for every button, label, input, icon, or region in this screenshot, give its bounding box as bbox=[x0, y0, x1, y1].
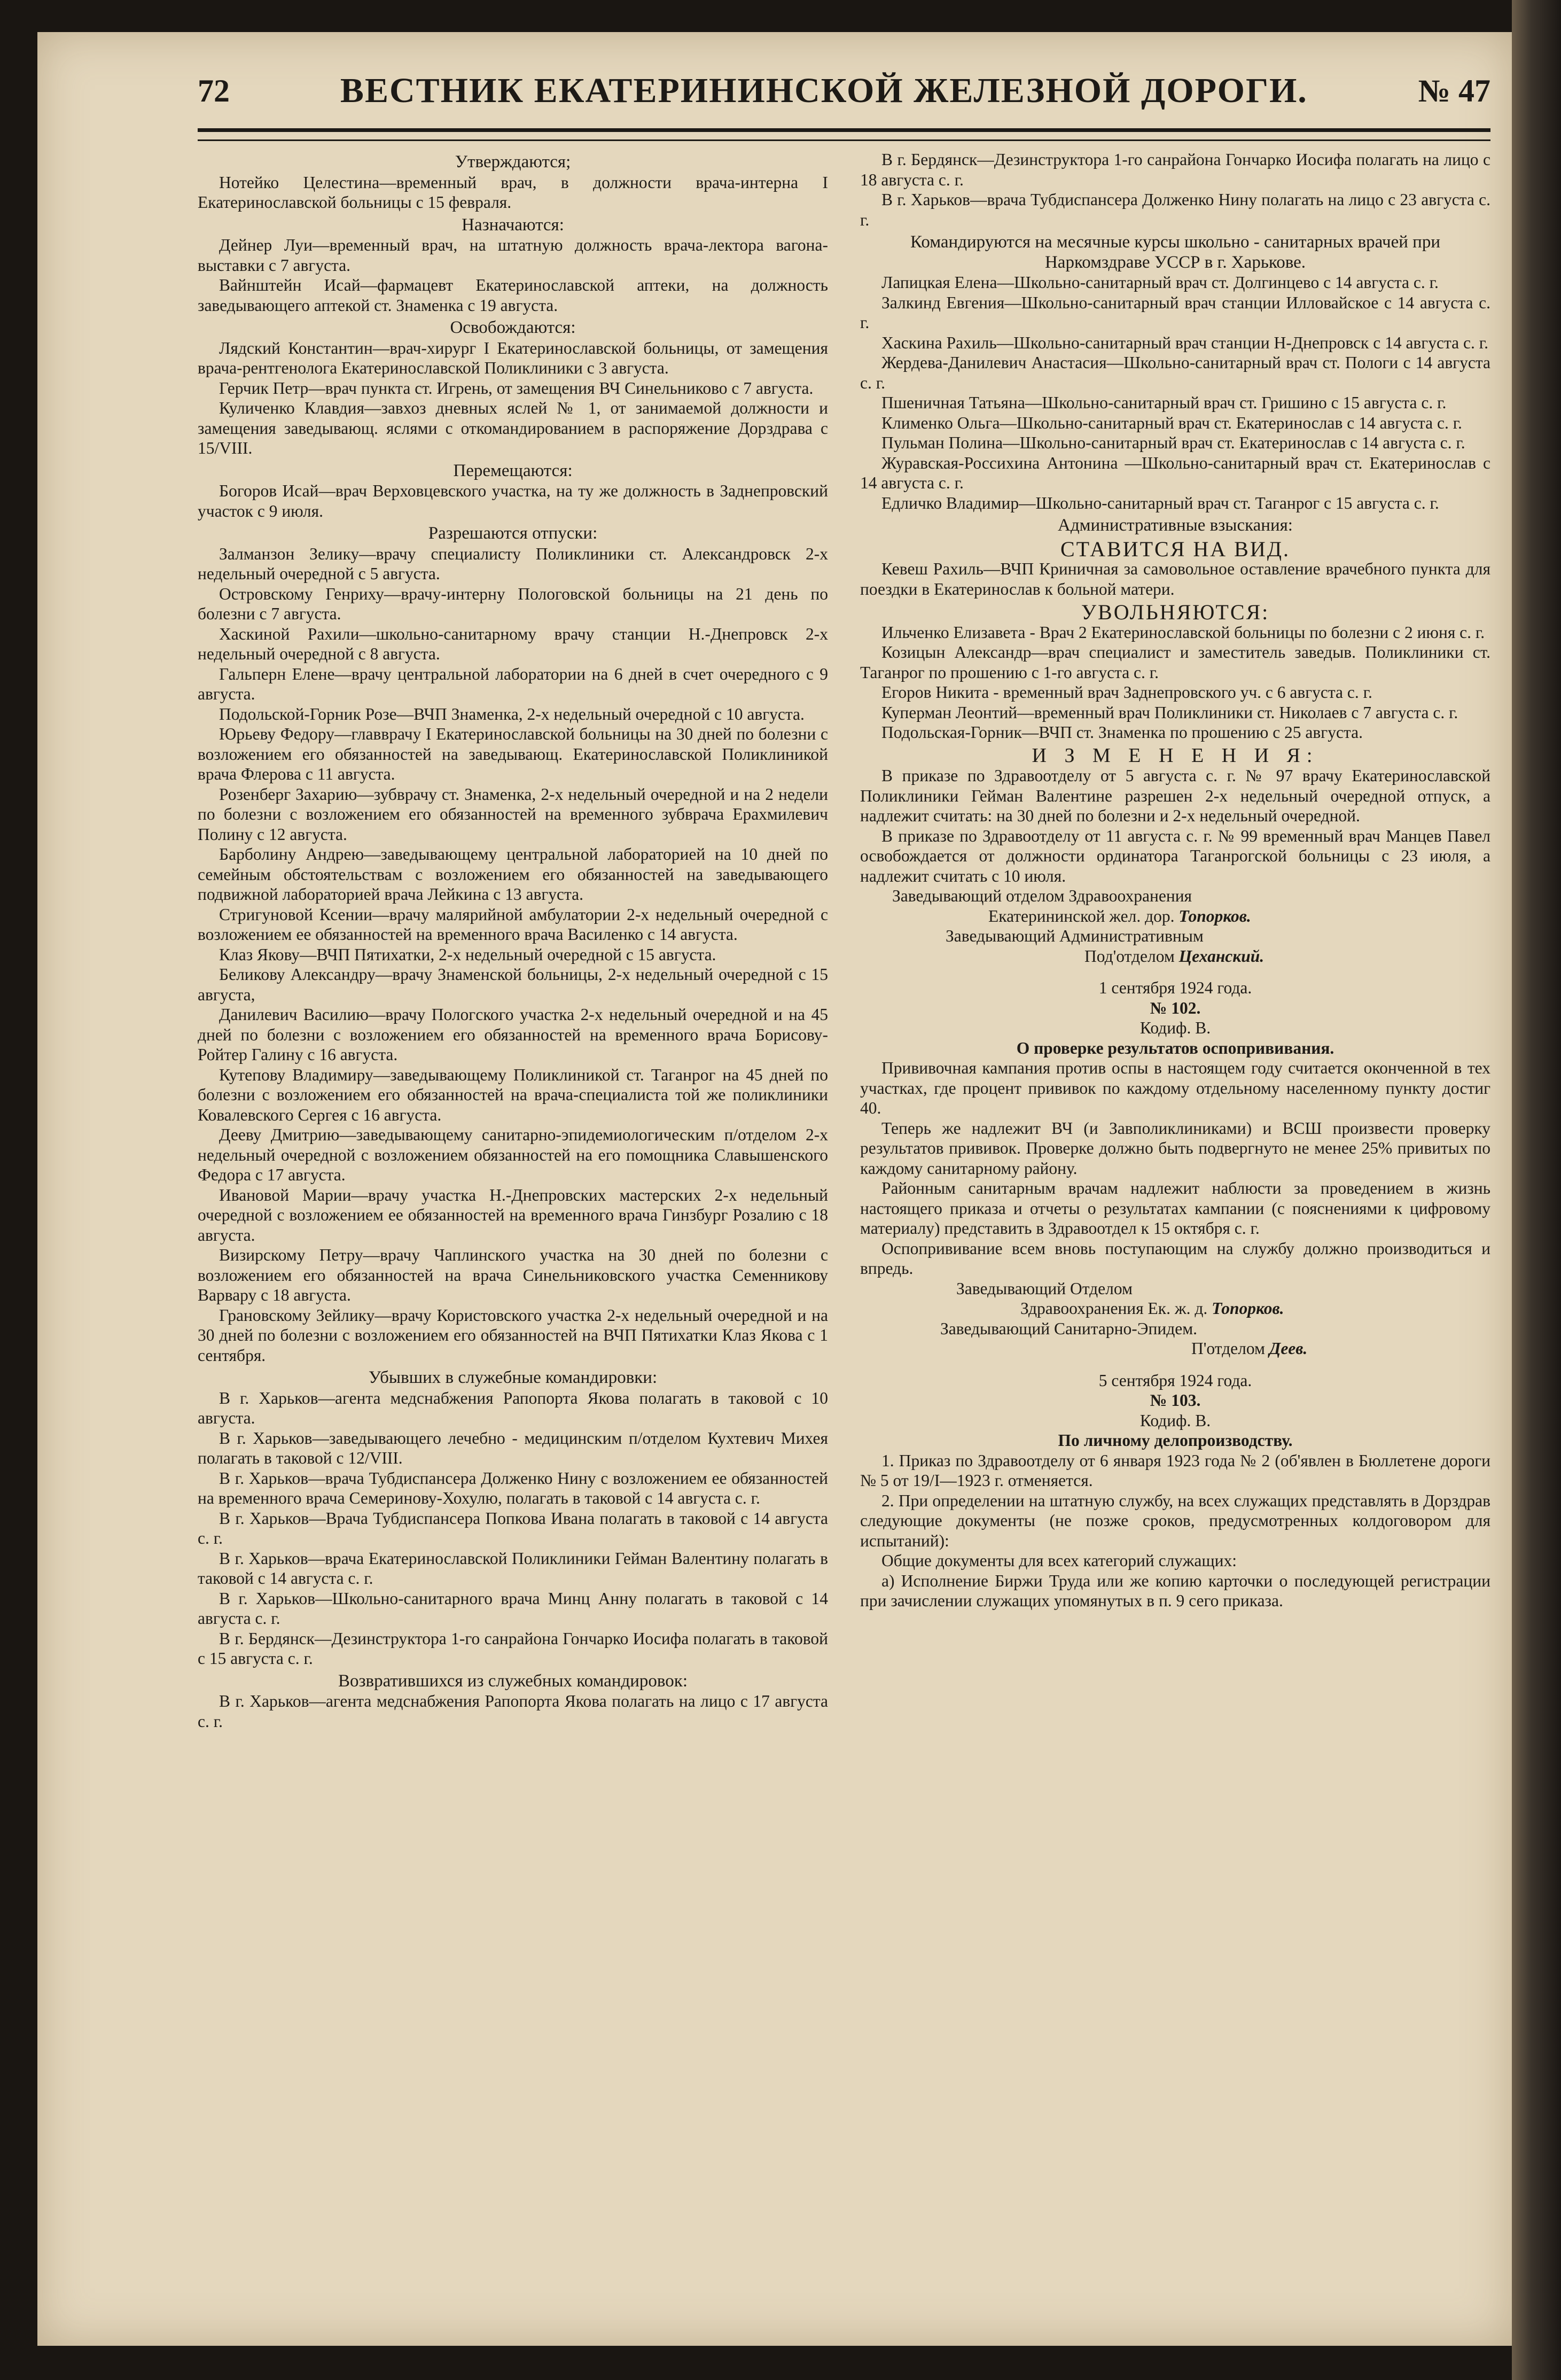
order-paragraph: В г. Харьков—Врача Тубдиспансера Попкова Ивана полагать в таковой с 14 августа с. г. bbox=[198, 1508, 828, 1547]
order-paragraph: Островскому Генриху—врачу-интерну Пологовской больницы на 21 день по болезни с 7 августа. bbox=[198, 584, 828, 623]
section-heading: Освобождаются: bbox=[450, 318, 576, 337]
order-paragraph: Ивановой Марии—врачу участка Н.-Днепровских мастерских 2-х недельный очередной с возложением ее обязанностей на временного врача Гинзбург Розалию с 18 августа. bbox=[198, 1185, 828, 1245]
section-heading: Возвратившихся из служебных командировок: bbox=[338, 1671, 688, 1691]
order-date: 1 сентября 1924 года. bbox=[1098, 978, 1252, 997]
signature-name: Топорков. bbox=[1212, 1299, 1284, 1318]
signature-line: Заведывающий Административным bbox=[946, 927, 1204, 945]
signature-name: Топорков. bbox=[1178, 906, 1251, 925]
order-paragraph: Жердева-Данилевич Анастасия—Школьно-санитарный врач ст. Пологи с 14 августа с. г. bbox=[860, 353, 1490, 392]
order-title: О проверке результатов оспопрививания. bbox=[1016, 1038, 1334, 1057]
order-paragraph: Беликову Александру—врачу Знаменской больницы, 2-х недельный очередной с 15 августа, bbox=[198, 965, 828, 1004]
order-paragraph: Ильченко Елизавета - Врач 2 Екатеринославской больницы по болезни с 2 июня с. г. bbox=[881, 623, 1485, 642]
order-paragraph: Лядский Константин—врач-хирург I Екатеринославской больницы, от замещения врача-рентгенолога Екатеринославской Поликлиники с 3 августа. bbox=[198, 338, 828, 377]
order-paragraph: В г. Харьков—заведывающего лечебно - медицинским п/отделом Кухтевич Михея полагать в таковой с 12/VIII. bbox=[198, 1428, 828, 1467]
signature-line: Екатерининской жел. дор. Топорков. bbox=[988, 906, 1251, 925]
order-paragraph: Розенберг Захарию—зубврачу ст. Знаменка, 2-х недельный очередной и на 2 недели по болезни с возложением его обязанностей на временного зубврача Ерахмилевич Полину с 12 августа. bbox=[198, 784, 828, 844]
order-number: № 103. bbox=[1150, 1391, 1201, 1410]
order-paragraph: Теперь же надлежит ВЧ (и Завполиклиниками) и ВСШ произвести проверку результатов прививок. Проверке должно быть подвергнуто не менее 25% привитых по каждому санитарному району. bbox=[860, 1118, 1490, 1178]
order-paragraph: В приказе по Здравоотделу от 11 августа с. г. № 99 временный врач Манцев Павел освобождается от должности ординатора Таганрогской больницы с 23 июля, а надлежит считать с 10 июля. bbox=[860, 826, 1490, 885]
journal-title: ВЕСТНИК ЕКАТЕРИНИНСКОЙ ЖЕЛЕЗНОЙ ДОРОГИ. bbox=[340, 71, 1308, 110]
section-heading: Перемещаются: bbox=[453, 461, 573, 480]
order-paragraph: 2. При определении на штатную службу, на всех служащих представлять в Дорздрав следующие документы (не позже сроков, предусмотренных колдоговором для испытаний): bbox=[860, 1491, 1490, 1550]
order-paragraph: Грановскому Зейлику—врачу Користовского участка 2-х недельный очередной и на 30 дней по болезни с возложением его обязанностей на ВЧП Пятихатки Клаз Якова с 1 сентября. bbox=[198, 1305, 828, 1365]
order-paragraph: Общие документы для всех категорий служащих: bbox=[881, 1551, 1237, 1570]
section-heading: Назначаются: bbox=[462, 215, 564, 235]
order-paragraph: Данилевич Василию—врачу Пологского участка 2-х недельный очередной и на 45 дней по болезни с возложением его обязанностей на временного врача Борисову-Ройтер Галину с 16 августа. bbox=[198, 1005, 828, 1064]
order-paragraph: Оспопрививание всем вновь поступающим на службу должно производиться и впредь. bbox=[860, 1239, 1490, 1278]
order-paragraph: Подольской-Горник Розе—ВЧП Знаменка, 2-х недельный очередной с 10 августа. bbox=[219, 704, 805, 724]
right-column bbox=[860, 150, 1490, 1611]
left-column bbox=[198, 150, 828, 1731]
order-paragraph: В г. Харьков—врача Екатеринославской Поликлиники Гейман Валентину полагать в таковой с 14 августа с. г. bbox=[198, 1549, 828, 1588]
order-title: По личному делопроизводству. bbox=[1058, 1431, 1293, 1450]
order-paragraph: Барболину Андрею—заведывающему центральной лабораторией на 10 дней по семейным обстоятельствам с возложением его обязанностей на заведывающего подвижной лабораторией врача Лейкина с 13 августа. bbox=[198, 845, 828, 904]
signature-name: Деев. bbox=[1269, 1339, 1308, 1358]
order-paragraph: Вайнштейн Исай—фармацевт Екатеринославской аптеки, на должность заведывающего аптекой ст. Знаменка с 19 августа. bbox=[198, 276, 828, 315]
order-paragraph: Районным санитарным врачам надлежит наблюсти за проведением в жизнь настоящего приказа и отчеты о результатах кампании (с пояснениями к цифровому материалу) представить в Здравоотдел к 15 октября с. г. bbox=[860, 1179, 1490, 1238]
order-paragraph: В г. Бердянск—Дезинструктора 1-го санрайона Гончарко Иосифа полагать в таковой с 15 августа с. г. bbox=[198, 1629, 828, 1668]
order-paragraph: Едличко Владимир—Школьно-санитарный врач ст. Таганрог с 15 августа с. г. bbox=[881, 493, 1439, 512]
page-number: 72 bbox=[198, 73, 230, 108]
order-codification: Кодиф. В. bbox=[1139, 1411, 1211, 1430]
header-rule bbox=[198, 128, 1490, 141]
section-heading: Административные взыскания: bbox=[1058, 516, 1293, 535]
order-paragraph: Визирскому Петру—врачу Чаплинского участка на 30 дней по болезни с возложением его обязанностей на врача Синельниковского участка Семенникову Варвару с 18 августа. bbox=[198, 1246, 828, 1304]
order-paragraph: Дееву Дмитрию—заведывающему санитарно-эпидемиологическим п/отделом 2-х недельный очередной с возложением обязанностей на его помощника Славышенского Федора с 17 августа. bbox=[198, 1125, 828, 1184]
signature-line: Заведывающий Отделом bbox=[956, 1279, 1133, 1298]
order-paragraph: В г. Харьков—врача Тубдиспансера Долженко Нину с возложением ее обязанностей на временного врача Семеринову-Хохулю, полагать в таковой с 14 августа с. г. bbox=[198, 1468, 828, 1507]
order-paragraph: Дейнер Луи—временный врач, на штатную должность врача-лектора вагона-выставки с 7 августа. bbox=[198, 236, 828, 275]
order-paragraph: Пульман Полина—Школьно-санитарный врач ст. Екатеринослав с 14 августа с. г. bbox=[881, 433, 1465, 452]
order-paragraph: В г. Харьков—врача Тубдиспансера Долженко Нину полагать на лицо с 23 августа с. г. bbox=[860, 190, 1490, 229]
section-heading: Утверждаются; bbox=[455, 152, 571, 172]
order-paragraph: Лапицкая Елена—Школьно-санитарный врач ст. Долгинцево с 14 августа с. г. bbox=[881, 273, 1439, 292]
order-paragraph: Богоров Исай—врач Верховцевского участка, на ту же должность в Заднепровский участок с 9 июля. bbox=[198, 481, 828, 520]
order-paragraph: Герчик Петр—врач пункта ст. Игрень, от замещения ВЧ Синельниково с 7 августа. bbox=[219, 378, 814, 398]
order-paragraph: Залкинд Евгения—Школьно-санитарный врач станции Илловайское с 14 августа с. г. bbox=[860, 293, 1490, 332]
section-heading-large: УВОЛЬНЯЮТСЯ: bbox=[1081, 600, 1270, 624]
order-paragraph: а) Исполнение Биржи Труда или же копию карточки о последующей регистрации при зачислении служащих упомянутых в п. 9 сего приказа. bbox=[860, 1571, 1490, 1610]
order-codification: Кодиф. В. bbox=[1139, 1018, 1211, 1037]
section-heading: Убывших в служебные командировки: bbox=[368, 1368, 658, 1387]
order-paragraph: Юрьеву Федору—главврачу I Екатеринославской больницы на 30 дней по болезни с возложением его обязанностей на заведывающ. Екатеринославской Поликлиникой врача Флерова с 11 августа. bbox=[198, 725, 828, 783]
order-paragraph: В г. Бердянск—Дезинструктора 1-го санрайона Гончарко Иосифа полагать на лицо с 18 августа с. г. bbox=[860, 150, 1490, 189]
order-paragraph: Клаз Якову—ВЧП Пятихатки, 2-х недельный очередной с 15 августа. bbox=[219, 945, 716, 964]
signature-line: Заведывающий Санитарно-Эпидем. bbox=[940, 1319, 1198, 1338]
facing-page-edge bbox=[1512, 0, 1561, 2380]
order-paragraph: Стригуновой Ксении—врачу малярийной амбулатории 2-х недельный очередной с возложением ее обязанностей на временного врача Василенко с 14 августа. bbox=[198, 905, 828, 944]
order-paragraph: В приказе по Здравоотделу от 5 августа с. г. № 97 врачу Екатеринославской Поликлиники Гейман Валентине разрешен 2-х недельный очередной отпуск, а надлежит считать: на 30 дней по болезни и 2-х недельный очередной. bbox=[860, 766, 1490, 825]
order-paragraph: Нотейко Целестина—временный врач, в должности врача-интерна I Екатеринославской больницы с 15 февраля. bbox=[198, 173, 828, 212]
signature-line: П'отделом Деев. bbox=[1191, 1339, 1308, 1358]
order-paragraph: Кевеш Рахиль—ВЧП Криничная за самовольное оставление врачебного пункта для поездки в Екатеринослав к больной матери. bbox=[860, 559, 1490, 598]
order-paragraph: Козицын Александр—врач специалист и заместитель заведыв. Поликлиники ст. Таганрог по прошению с 1-го августа с. г. bbox=[860, 643, 1490, 682]
order-paragraph: Журавская-Россихина Антонина —Школьно-санитарный врач ст. Екатеринослав с 14 августа с. г. bbox=[860, 453, 1490, 492]
order-paragraph: Хаскина Рахиль—Школьно-санитарный врач станции Н-Днепровск с 14 августа с. г. bbox=[881, 333, 1488, 352]
order-paragraph: В г. Харьков—агента медснабжения Рапопорта Якова полагать на лицо с 17 августа с. г. bbox=[198, 1692, 828, 1731]
order-number: № 102. bbox=[1150, 998, 1201, 1017]
signature-line: Под'отделом Цеханский. bbox=[1084, 946, 1265, 966]
section-heading-spaced: И З М Е Н Е Н И Я: bbox=[1032, 744, 1319, 767]
order-paragraph: Егоров Никита - временный врач Заднепровского уч. с 6 августа с. г. bbox=[881, 683, 1372, 702]
order-paragraph: Пшеничная Татьяна—Школьно-санитарный врач ст. Гришино с 15 августа с. г. bbox=[881, 393, 1447, 412]
issue-number: № 47 bbox=[1418, 73, 1490, 108]
order-paragraph: 1. Приказ по Здравоотделу от 6 января 1923 года № 2 (об'явлен в Бюллетене дороги № 5 от 19/I—1923 г. отменяется. bbox=[860, 1451, 1490, 1490]
order-paragraph: Хаскиной Рахили—школьно-санитарному врачу станции Н.-Днепровск 2-х недельный очередной с 8 августа. bbox=[198, 624, 828, 663]
order-date: 5 сентября 1924 года. bbox=[1098, 1371, 1252, 1390]
order-paragraph: Куличенко Клавдия—завхоз дневных яслей № 1, от занимаемой должности и замещения заведывающ. яслями с откомандированием в распоряжение Дорздрава с 15/VIII. bbox=[198, 399, 828, 457]
order-paragraph: Прививочная кампания против оспы в настоящем году считается оконченной в тех участках, где процент прививок по каждому отдельному населенному пункту достиг 40. bbox=[860, 1059, 1490, 1117]
order-paragraph: В г. Харьков—Школьно-санитарного врача Минц Анну полагать в таковой с 14 августа с. г. bbox=[198, 1589, 828, 1628]
section-heading: Разрешаются отпуски: bbox=[428, 524, 598, 543]
order-paragraph: Гальперн Елене—врачу центральной лаборатории на 6 дней в счет очередного с 9 августа. bbox=[198, 664, 828, 703]
signature-line: Заведывающий отделом Здравоохранения bbox=[892, 886, 1192, 905]
order-paragraph: Клименко Ольга—Школьно-санитарный врач ст. Екатеринослав с 14 августа с. г. bbox=[881, 413, 1462, 432]
signature-line: Здравоохранения Ек. ж. д. Топорков. bbox=[1020, 1299, 1284, 1318]
order-paragraph: Залманзон Зелику—врачу специалисту Поликлиники ст. Александровск 2-х недельный очередной с 5 августа. bbox=[198, 544, 828, 583]
page-header bbox=[198, 61, 1490, 120]
order-paragraph: В г. Харьков—агента медснабжения Рапопорта Якова полагать в таковой с 10 августа. bbox=[198, 1388, 828, 1427]
order-paragraph: Куперман Леонтий—временный врач Поликлиники ст. Николаев с 7 августа с. г. bbox=[881, 703, 1458, 722]
section-heading-large: СТАВИТСЯ НА ВИД. bbox=[1060, 536, 1290, 561]
section-heading: Командируются на месячные курсы школьно - санитарных врачей при Наркомздраве УССР в г. Харькове. bbox=[910, 232, 1440, 272]
order-paragraph: Подольская-Горник—ВЧП ст. Знаменка по прошению с 25 августа. bbox=[881, 723, 1363, 742]
order-paragraph: Кутепову Владимиру—заведывающему Поликлиникой ст. Таганрог на 45 дней по болезни с возложением его обязанностей на врача-специалиста той же поликлиники Ковалевского Сергея с 16 августа. bbox=[198, 1065, 828, 1124]
signature-name: Цеханский. bbox=[1178, 946, 1265, 966]
